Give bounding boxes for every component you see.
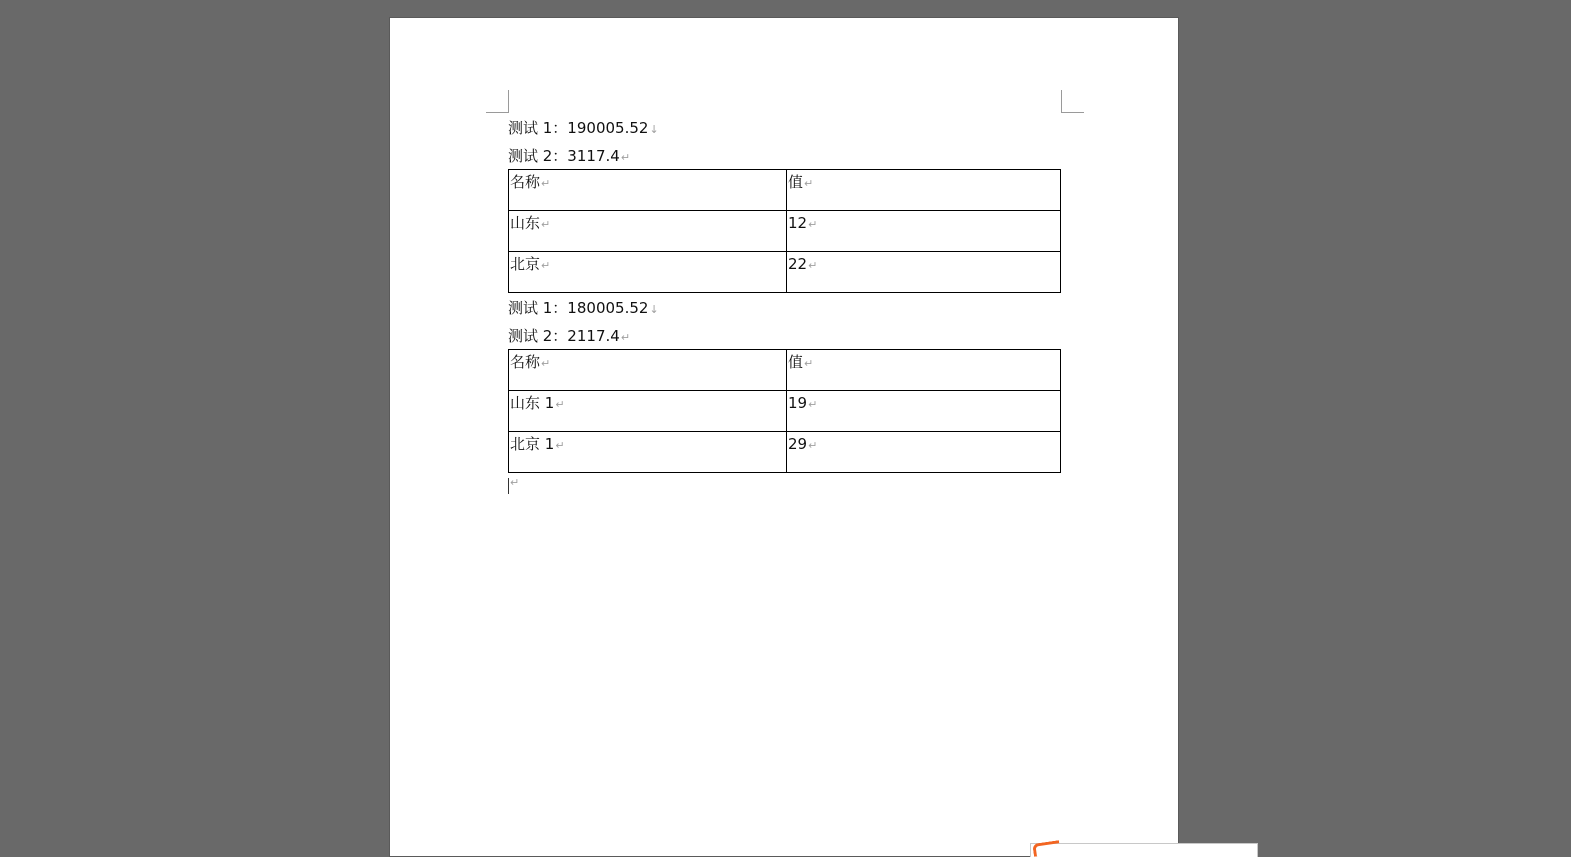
floating-panel[interactable] xyxy=(1030,843,1258,857)
paragraph-mark: ↵ xyxy=(620,151,631,164)
paragraph-text: 测试 2：2117.4 xyxy=(508,327,620,345)
cell-mark: ↵ xyxy=(808,398,818,411)
table-cell[interactable] xyxy=(509,211,787,252)
end-paragraph-mark: ↵ xyxy=(510,476,520,489)
paragraph-text: 测试 2：3117.4 xyxy=(508,147,620,165)
data-table-1 xyxy=(508,169,1061,293)
table-cell[interactable] xyxy=(787,350,1061,391)
line-break-mark: ↓ xyxy=(649,303,659,316)
table-cell[interactable] xyxy=(509,350,787,391)
cell-text: 北京 xyxy=(510,255,541,273)
cell-mark: ↵ xyxy=(804,177,814,190)
cell-text: 北京 1 xyxy=(510,435,555,453)
cell-mark: ↵ xyxy=(555,398,565,411)
cell-mark: ↵ xyxy=(555,439,565,452)
table-row xyxy=(509,432,1061,473)
cell-text: 19 xyxy=(788,394,808,412)
cell-text: 山东 xyxy=(510,214,541,232)
document-page[interactable] xyxy=(389,17,1179,857)
paragraph-test2-a[interactable] xyxy=(508,146,630,168)
table-row xyxy=(509,391,1061,432)
cell-mark: ↵ xyxy=(808,259,818,272)
cell-text: 值 xyxy=(788,353,804,371)
cell-mark: ↵ xyxy=(541,259,551,272)
table-cell[interactable] xyxy=(509,252,787,293)
cell-text: 山东 1 xyxy=(510,394,555,412)
paragraph-text: 测试 1：180005.52 xyxy=(508,299,649,317)
margin-corner-top-right xyxy=(1061,90,1084,113)
paragraph-text: 测试 1：190005.52 xyxy=(508,119,649,137)
cell-text: 29 xyxy=(788,435,808,453)
cell-mark: ↵ xyxy=(541,218,551,231)
table-cell[interactable] xyxy=(509,391,787,432)
table-row xyxy=(509,170,1061,211)
table-row xyxy=(509,350,1061,391)
margin-corner-top-left xyxy=(486,90,509,113)
table-row xyxy=(509,211,1061,252)
text-cursor xyxy=(508,478,509,494)
table-cell[interactable] xyxy=(787,170,1061,211)
table-cell[interactable] xyxy=(787,391,1061,432)
cell-mark: ↵ xyxy=(808,218,818,231)
table-cell[interactable] xyxy=(787,432,1061,473)
paragraph-mark: ↵ xyxy=(620,331,631,344)
cell-mark: ↵ xyxy=(541,177,551,190)
table-cell[interactable] xyxy=(787,252,1061,293)
cell-mark: ↵ xyxy=(808,439,818,452)
line-break-mark: ↓ xyxy=(649,123,659,136)
table-row xyxy=(509,252,1061,293)
paragraph-test1-a[interactable] xyxy=(508,118,659,140)
paragraph-test1-b[interactable] xyxy=(508,298,659,320)
paragraph-test2-b[interactable] xyxy=(508,326,630,348)
cell-text: 12 xyxy=(788,214,808,232)
cell-text: 名称 xyxy=(510,173,541,191)
cell-mark: ↵ xyxy=(804,357,814,370)
cell-text: 值 xyxy=(788,173,804,191)
cell-text: 22 xyxy=(788,255,808,273)
table-cell[interactable] xyxy=(509,432,787,473)
table-cell[interactable] xyxy=(509,170,787,211)
table-cell[interactable] xyxy=(787,211,1061,252)
cell-mark: ↵ xyxy=(541,357,551,370)
data-table-2 xyxy=(508,349,1061,473)
cell-text: 名称 xyxy=(510,353,541,371)
